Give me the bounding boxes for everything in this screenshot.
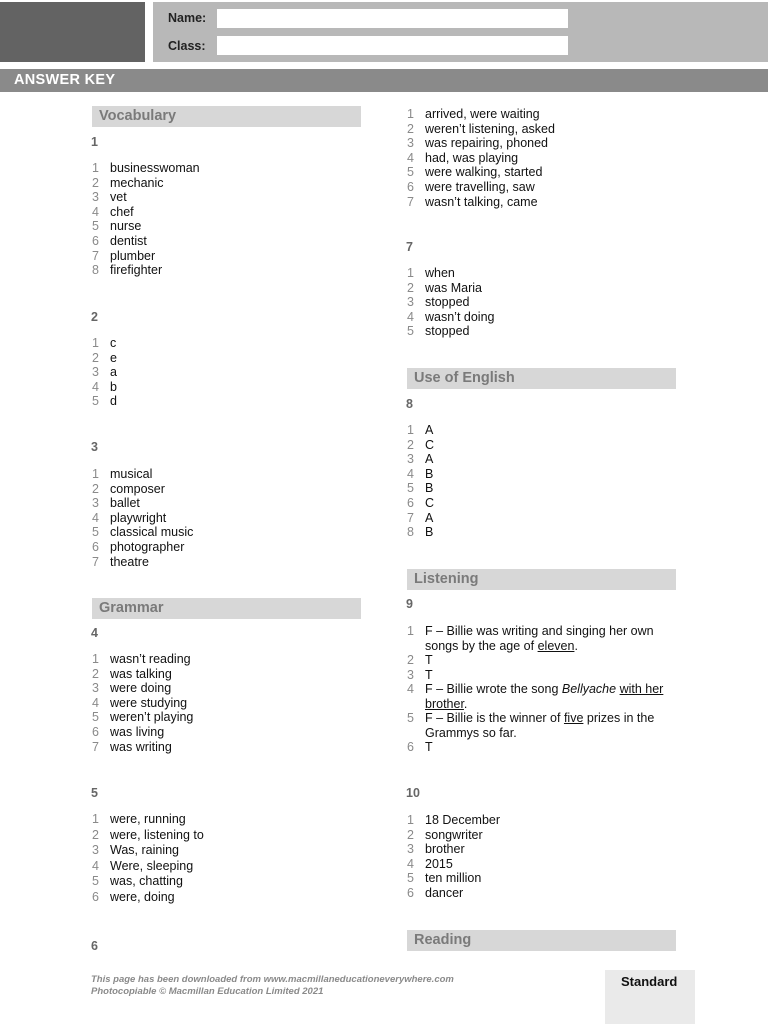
banner-title: ANSWER KEY xyxy=(14,72,116,88)
name-label: Name: xyxy=(168,11,207,25)
question-number: 2 xyxy=(91,310,98,324)
item-number: 2 xyxy=(92,666,99,681)
item-text: were studying xyxy=(110,695,188,710)
item-text: arrived, were waiting xyxy=(425,107,540,121)
item-text: b xyxy=(110,379,117,394)
item-text: were, doing xyxy=(110,890,175,904)
item-number: 3 xyxy=(92,496,99,511)
item-text: had, was playing xyxy=(425,150,519,165)
item-text: was, chatting xyxy=(110,874,183,889)
item-number: 4 xyxy=(407,466,414,481)
item-number: 4 xyxy=(407,682,414,696)
item-number: 4 xyxy=(407,150,414,165)
item-text: playwright xyxy=(110,510,167,525)
item-text: a xyxy=(110,365,117,380)
item-number: 2 xyxy=(92,827,99,842)
item-number: 3 xyxy=(407,668,414,682)
item-number: 5 xyxy=(92,710,99,725)
item-number: 1 xyxy=(407,423,414,437)
item-number: 5 xyxy=(92,219,99,234)
item-number: 5 xyxy=(92,874,99,889)
item-number: 5 xyxy=(407,165,414,180)
item-text: were walking, started xyxy=(425,165,543,180)
item-number: 1 xyxy=(92,161,99,175)
item-text: when xyxy=(425,266,455,280)
question-number: 9 xyxy=(406,597,413,611)
item-text: C xyxy=(425,496,435,510)
question-number: 10 xyxy=(406,786,420,800)
level-badge xyxy=(605,970,695,1024)
answer-key-banner xyxy=(0,69,768,92)
item-text: dancer xyxy=(425,886,464,900)
item-text: wasn’t talking, came xyxy=(425,194,538,209)
item-text: Was, raining xyxy=(110,843,180,858)
item-number: 1 xyxy=(407,107,414,121)
item-text: B xyxy=(425,466,434,481)
section-title: Vocabulary xyxy=(99,108,177,124)
item-number: 2 xyxy=(407,653,414,667)
item-text: e xyxy=(110,350,117,365)
item-text: stopped xyxy=(425,295,470,310)
question-number: 6 xyxy=(91,939,98,953)
item-text: was writing xyxy=(110,739,172,754)
item-text: was living xyxy=(110,725,165,739)
item-number: 4 xyxy=(92,695,99,710)
item-text: A xyxy=(425,423,434,437)
item-number: 2 xyxy=(92,481,99,496)
item-text: stopped xyxy=(425,324,470,339)
item-text: ten million xyxy=(425,871,482,886)
item-number: 8 xyxy=(407,525,414,540)
item-text: were doing xyxy=(110,681,172,696)
item-text: wasn’t reading xyxy=(110,652,191,666)
item-text: Were, sleeping xyxy=(110,858,194,873)
item-number: 6 xyxy=(92,540,99,554)
item-number: 4 xyxy=(92,510,99,525)
item-number: 1 xyxy=(92,467,99,481)
item-number: 6 xyxy=(407,740,414,754)
item-number: 7 xyxy=(92,248,99,263)
item-text: theatre xyxy=(110,554,149,569)
item-number: 3 xyxy=(92,365,99,380)
item-number: 6 xyxy=(407,886,414,900)
class-label: Class: xyxy=(168,39,206,53)
section-reading xyxy=(407,930,676,951)
footer-text xyxy=(91,974,454,998)
item-number: 3 xyxy=(407,452,414,467)
question-number: 8 xyxy=(406,397,413,411)
item-number: 1 xyxy=(92,812,99,826)
item-number: 2 xyxy=(407,280,414,295)
item-number: 1 xyxy=(407,813,414,827)
item-number: 6 xyxy=(92,725,99,739)
item-text: 2015 xyxy=(425,856,453,871)
item-text: were travelling, saw xyxy=(425,180,535,194)
question-number: 3 xyxy=(91,440,98,454)
question-number: 1 xyxy=(91,135,98,149)
item-text: musical xyxy=(110,467,153,481)
section-vocabulary xyxy=(92,106,361,127)
section-title: Reading xyxy=(414,932,472,948)
item-text: 18 December xyxy=(425,813,501,827)
footer-copyright: Photocopiable © Macmillan Education Limited 2021 xyxy=(91,986,324,997)
item-text: A xyxy=(425,452,434,467)
item-number: 3 xyxy=(407,842,414,857)
item-number: 4 xyxy=(92,204,99,219)
item-text: C xyxy=(425,437,435,452)
name-field[interactable] xyxy=(217,9,568,28)
item-number: 4 xyxy=(92,379,99,394)
item-number: 7 xyxy=(92,739,99,754)
item-text: ballet xyxy=(110,496,140,511)
item-text: vet xyxy=(110,190,127,205)
item-text: chef xyxy=(110,204,134,219)
item-number: 1 xyxy=(92,336,99,350)
header-block xyxy=(0,2,145,62)
item-text: was Maria xyxy=(425,280,482,295)
item-number: 5 xyxy=(92,394,99,409)
item-text: songwriter xyxy=(425,827,483,842)
item-text: B xyxy=(425,481,434,496)
item-number: 4 xyxy=(92,858,99,873)
item-number: 3 xyxy=(92,681,99,696)
section-listening xyxy=(407,569,676,590)
item-number: 4 xyxy=(407,856,414,871)
question-number: 5 xyxy=(91,786,98,800)
item-number: 6 xyxy=(92,234,99,248)
section-title: Grammar xyxy=(99,600,164,616)
item-text: weren’t playing xyxy=(110,710,194,725)
footer-download-note: This page has been downloaded from www.macmillaneducationeverywhere.com xyxy=(91,974,454,985)
item-text: was repairing, phoned xyxy=(425,136,548,151)
item-number: 5 xyxy=(407,481,414,496)
item-text: were, running xyxy=(110,812,186,826)
section-use-of-english xyxy=(407,368,676,389)
item-number: 1 xyxy=(407,624,414,638)
item-number: 6 xyxy=(407,180,414,194)
item-text: photographer xyxy=(110,540,185,554)
level-label: Standard xyxy=(621,974,678,989)
item-number: 2 xyxy=(92,175,99,190)
item-text: B xyxy=(425,525,434,540)
item-text: F – Billie is the winner of five prizes in the Grammys so far. xyxy=(425,711,655,740)
item-text: d xyxy=(110,394,117,409)
item-text: T xyxy=(425,653,433,667)
item-number: 2 xyxy=(407,437,414,452)
item-text: A xyxy=(425,510,434,525)
item-number: 3 xyxy=(407,136,414,151)
item-text: plumber xyxy=(110,248,156,263)
item-number: 7 xyxy=(92,554,99,569)
item-text: classical music xyxy=(110,525,194,540)
item-number: 6 xyxy=(92,890,99,904)
section-grammar xyxy=(92,598,361,619)
item-number: 3 xyxy=(92,843,99,858)
item-text: T xyxy=(425,740,433,754)
item-text: wasn’t doing xyxy=(425,309,495,324)
section-title: Use of English xyxy=(414,370,515,386)
item-number: 3 xyxy=(92,190,99,205)
item-number: 8 xyxy=(92,263,99,278)
item-number: 1 xyxy=(92,652,99,666)
item-number: 5 xyxy=(407,871,414,886)
item-text: were, listening to xyxy=(110,827,204,842)
item-number: 2 xyxy=(92,350,99,365)
item-number: 5 xyxy=(407,324,414,339)
item-number: 3 xyxy=(407,295,414,310)
item-number: 6 xyxy=(407,496,414,510)
item-text: weren’t listening, asked xyxy=(425,121,555,136)
item-number: 5 xyxy=(407,711,414,725)
question-number: 4 xyxy=(91,626,98,640)
item-text: F – Billie was writing and singing her own songs by the age of eleven. xyxy=(425,624,654,653)
section-title: Listening xyxy=(414,571,479,587)
item-text: nurse xyxy=(110,219,142,234)
class-field[interactable] xyxy=(217,36,568,55)
item-number: 4 xyxy=(407,309,414,324)
item-text: businesswoman xyxy=(110,161,200,175)
item-number: 2 xyxy=(407,827,414,842)
item-number: 1 xyxy=(407,266,414,280)
item-number: 7 xyxy=(407,510,414,525)
item-text: mechanic xyxy=(110,175,164,190)
item-text: was talking xyxy=(110,666,172,681)
item-text: T xyxy=(425,668,433,682)
item-number: 2 xyxy=(407,121,414,136)
item-text: F – Billie wrote the song Bellyache with her brother. xyxy=(425,682,664,711)
item-text: dentist xyxy=(110,234,147,248)
item-text: composer xyxy=(110,481,165,496)
item-text: firefighter xyxy=(110,263,163,278)
item-text: brother xyxy=(425,842,465,857)
item-number: 7 xyxy=(407,194,414,209)
item-text: c xyxy=(110,336,117,350)
item-number: 5 xyxy=(92,525,99,540)
question-number: 7 xyxy=(406,240,413,254)
